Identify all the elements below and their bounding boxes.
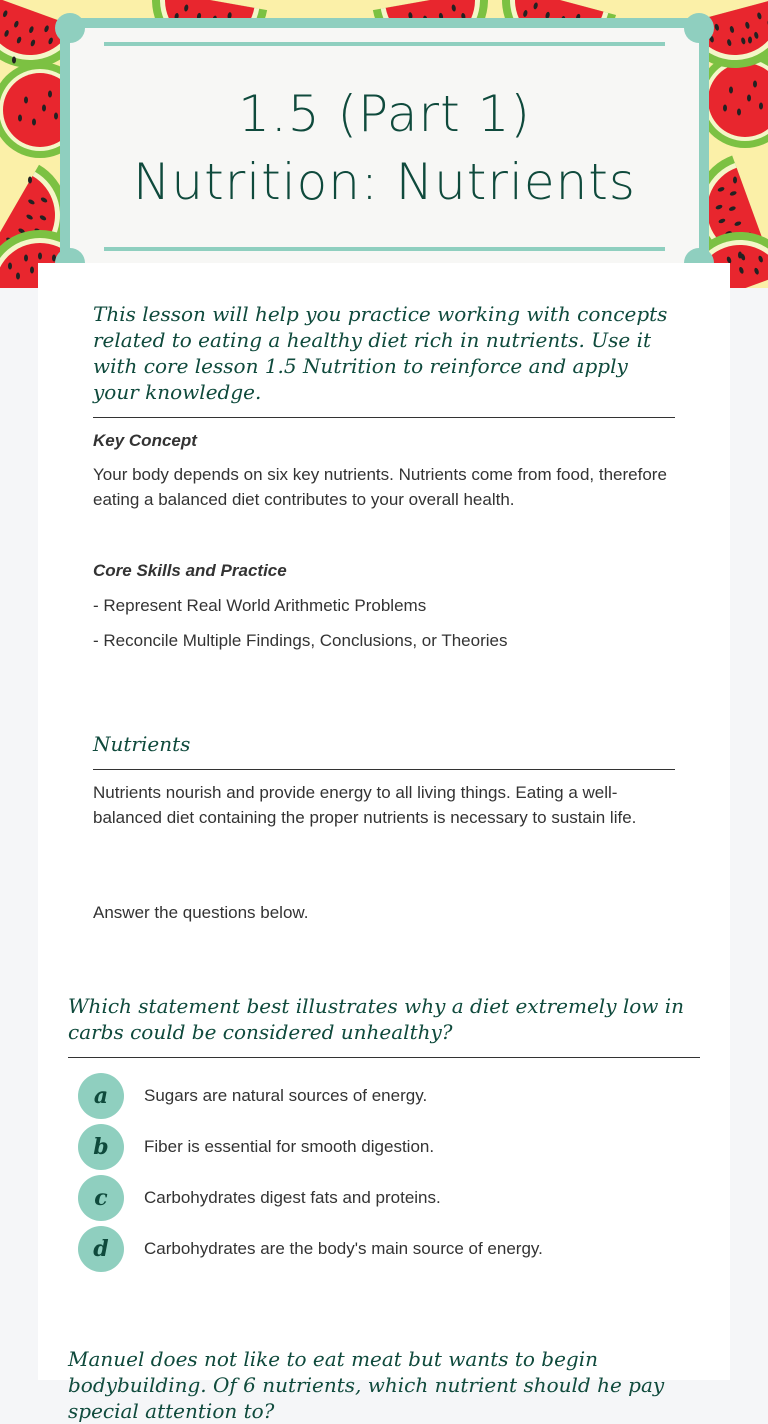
question-1-prompt: Which statement best illustrates why a diet extremely low in carbs could be considered unhealthy?: [68, 994, 685, 1044]
page-title-line2: Nutrition: Nutrients: [133, 153, 636, 211]
answer-option-d[interactable]: [78, 1226, 678, 1272]
divider: [93, 417, 675, 418]
option-text: Sugars are natural sources of energy.: [144, 1086, 428, 1105]
nutrients-text: Nutrients nourish and provide energy to all living things. Eating a well-balanced diet containing the proper nutrients is necessary to sustain life.: [93, 783, 637, 827]
answer-option-a[interactable]: [78, 1073, 678, 1119]
instruction-text: Answer the questions below.: [93, 903, 309, 922]
answer-option-c[interactable]: [78, 1175, 678, 1221]
core-skill-item: - Represent Real World Arithmetic Problems: [93, 596, 427, 615]
page-title: [70, 80, 699, 216]
intro-text: This lesson will help you practice working with concepts related to eating a healthy diet rich in nutrients. Use it with core lesson 1.5 Nutrition to reinforce and apply your knowledge.: [93, 302, 668, 404]
core-skill-item: - Reconcile Multiple Findings, Conclusions, or Theories: [93, 631, 508, 650]
key-concept-heading: Key Concept: [93, 431, 197, 450]
option-text: Carbohydrates digest fats and proteins.: [144, 1188, 441, 1207]
core-skills-heading: Core Skills and Practice: [93, 561, 287, 580]
option-letter-badge: c: [78, 1175, 124, 1221]
option-letter-badge: b: [78, 1124, 124, 1170]
page-title-line1: 1.5 (Part 1): [238, 85, 531, 143]
option-text: Carbohydrates are the body's main source of energy.: [144, 1239, 543, 1258]
divider: [93, 769, 675, 770]
key-concept-text: Your body depends on six key nutrients. Nutrients come from food, therefore eating a balanced diet contributes to your overall health.: [93, 465, 667, 509]
title-card: [60, 18, 709, 263]
option-text: Fiber is essential for smooth digestion.: [144, 1137, 435, 1156]
divider: [68, 1057, 700, 1058]
option-letter-badge: d: [78, 1226, 124, 1272]
title-divider-bottom: [104, 247, 665, 251]
question-2-prompt: Manuel does not like to eat meat but wants to begin bodybuilding. Of 6 nutrients, which nutrient should he pay special attention to?: [68, 1347, 665, 1423]
title-divider-top: [104, 42, 665, 46]
option-letter-badge: a: [78, 1073, 124, 1119]
nutrients-heading: Nutrients: [93, 732, 191, 756]
answer-option-b[interactable]: [78, 1124, 678, 1170]
